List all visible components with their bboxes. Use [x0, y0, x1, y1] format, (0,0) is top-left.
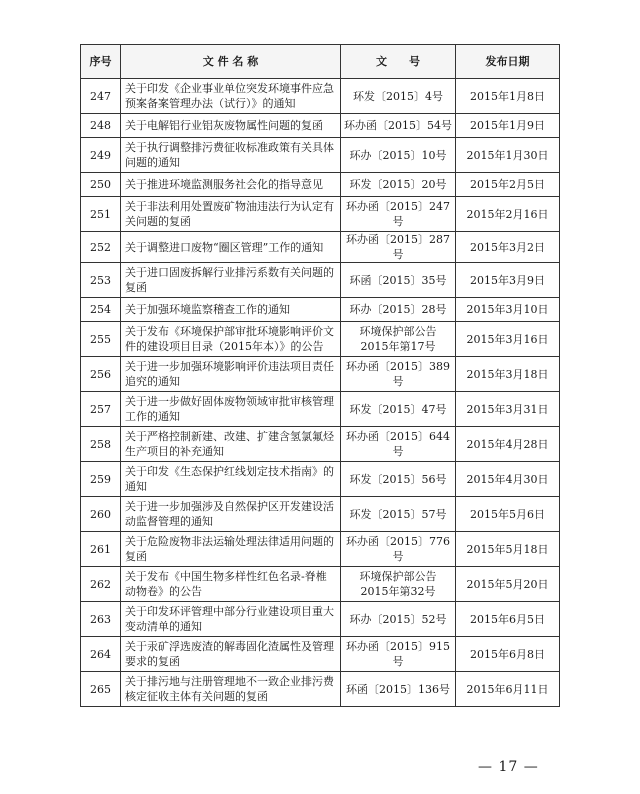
page-number: — 17 — [478, 759, 539, 775]
cell-doc-number: 环办函〔2015〕247号 [341, 197, 456, 232]
table-row [81, 357, 560, 392]
cell-title: 关于发布《环境保护部审批环境影响评价文件的建设项目目录（2015年本）》的公告 [121, 322, 341, 357]
cell-date: 2015年3月2日 [456, 232, 560, 263]
table-row [81, 532, 560, 567]
cell-serial: 252 [81, 232, 121, 263]
cell-title: 关于危险废物非法运输处理法律适用问题的复函 [121, 532, 341, 567]
table-row [81, 263, 560, 298]
cell-title: 关于加强环境监察稽查工作的通知 [121, 298, 341, 322]
cell-title: 关于进一步做好固体废物领域审批审核管理工作的通知 [121, 392, 341, 427]
cell-title: 关于印发《企业事业单位突发环境事件应急预案备案管理办法（试行）》的通知 [121, 79, 341, 114]
cell-doc-number: 环办〔2015〕28号 [341, 298, 456, 322]
cell-doc-number: 环办〔2015〕52号 [341, 602, 456, 637]
table-row [81, 427, 560, 462]
cell-serial: 247 [81, 79, 121, 114]
cell-doc-number: 环发〔2015〕47号 [341, 392, 456, 427]
cell-title: 关于进一步加强环境影响评价违法项目责任追究的通知 [121, 357, 341, 392]
cell-doc-number: 环办函〔2015〕54号 [341, 114, 456, 138]
cell-title: 关于电解铝行业铝灰废物属性问题的复函 [121, 114, 341, 138]
cell-serial: 263 [81, 602, 121, 637]
cell-serial: 250 [81, 173, 121, 197]
table-row [81, 298, 560, 322]
cell-doc-number: 环办函〔2015〕776号 [341, 532, 456, 567]
cell-title: 关于调整进口废物“圈区管理”工作的通知 [121, 232, 341, 263]
cell-title: 关于非法利用处置废矿物油违法行为认定有关问题的复函 [121, 197, 341, 232]
cell-title: 关于印发环评管理中部分行业建设项目重大变动清单的通知 [121, 602, 341, 637]
cell-serial: 257 [81, 392, 121, 427]
cell-date: 2015年3月31日 [456, 392, 560, 427]
cell-date: 2015年1月30日 [456, 138, 560, 173]
cell-title: 关于推进环境监测服务社会化的指导意见 [121, 173, 341, 197]
cell-doc-number: 环发〔2015〕56号 [341, 462, 456, 497]
table-row [81, 497, 560, 532]
cell-date: 2015年1月8日 [456, 79, 560, 114]
cell-doc-number: 环办〔2015〕10号 [341, 138, 456, 173]
cell-title: 关于严格控制新建、改建、扩建含氢氯氟烃生产项目的补充通知 [121, 427, 341, 462]
cell-serial: 260 [81, 497, 121, 532]
cell-serial: 258 [81, 427, 121, 462]
cell-date: 2015年6月8日 [456, 637, 560, 672]
cell-date: 2015年6月11日 [456, 672, 560, 707]
table-row [81, 197, 560, 232]
cell-date: 2015年5月20日 [456, 567, 560, 602]
table-row [81, 232, 560, 263]
cell-doc-number: 环境保护部公告 2015年第32号 [341, 567, 456, 602]
cell-serial: 254 [81, 298, 121, 322]
header-title: 文 件 名 称 [121, 45, 341, 79]
table-row [81, 114, 560, 138]
cell-title: 关于进口固废拆解行业排污系数有关问题的复函 [121, 263, 341, 298]
cell-date: 2015年3月18日 [456, 357, 560, 392]
cell-serial: 265 [81, 672, 121, 707]
table-row [81, 672, 560, 707]
cell-doc-number: 环办函〔2015〕644号 [341, 427, 456, 462]
cell-date: 2015年4月30日 [456, 462, 560, 497]
cell-serial: 249 [81, 138, 121, 173]
header-serial: 序号 [81, 45, 121, 79]
cell-date: 2015年1月9日 [456, 114, 560, 138]
cell-doc-number: 环函〔2015〕35号 [341, 263, 456, 298]
table-row [81, 637, 560, 672]
cell-doc-number: 环发〔2015〕57号 [341, 497, 456, 532]
table-header-row [81, 45, 560, 79]
cell-serial: 255 [81, 322, 121, 357]
cell-date: 2015年6月5日 [456, 602, 560, 637]
cell-doc-number: 环办函〔2015〕915号 [341, 637, 456, 672]
table-row [81, 173, 560, 197]
cell-title: 关于发布《中国生物多样性红色名录-脊椎动物卷》的公告 [121, 567, 341, 602]
document-table [80, 44, 560, 707]
table-row [81, 392, 560, 427]
cell-serial: 264 [81, 637, 121, 672]
cell-title: 关于排污地与注册管理地不一致企业排污费核定征收主体有关问题的复函 [121, 672, 341, 707]
cell-title: 关于执行调整排污费征收标准政策有关具体问题的通知 [121, 138, 341, 173]
header-date: 发布日期 [456, 45, 560, 79]
cell-date: 2015年2月5日 [456, 173, 560, 197]
cell-doc-number: 环发〔2015〕20号 [341, 173, 456, 197]
cell-date: 2015年3月9日 [456, 263, 560, 298]
table-row [81, 79, 560, 114]
header-doc-number: 文 号 [341, 45, 456, 79]
cell-serial: 251 [81, 197, 121, 232]
cell-serial: 256 [81, 357, 121, 392]
table-row [81, 138, 560, 173]
cell-date: 2015年4月28日 [456, 427, 560, 462]
cell-date: 2015年3月10日 [456, 298, 560, 322]
table-row [81, 602, 560, 637]
cell-doc-number: 环境保护部公告 2015年第17号 [341, 322, 456, 357]
cell-doc-number: 环函〔2015〕136号 [341, 672, 456, 707]
cell-title: 关于汞矿浮选废渣的解毒固化渣属性及管理要求的复函 [121, 637, 341, 672]
table-row [81, 462, 560, 497]
cell-date: 2015年5月18日 [456, 532, 560, 567]
cell-serial: 248 [81, 114, 121, 138]
cell-title: 关于印发《生态保护红线划定技术指南》的通知 [121, 462, 341, 497]
cell-title: 关于进一步加强涉及自然保护区开发建设活动监督管理的通知 [121, 497, 341, 532]
cell-doc-number: 环办函〔2015〕389号 [341, 357, 456, 392]
table-row [81, 567, 560, 602]
cell-doc-number: 环办函〔2015〕287号 [341, 232, 456, 263]
cell-serial: 253 [81, 263, 121, 298]
cell-serial: 262 [81, 567, 121, 602]
cell-date: 2015年3月16日 [456, 322, 560, 357]
table-row [81, 322, 560, 357]
cell-serial: 261 [81, 532, 121, 567]
cell-date: 2015年2月16日 [456, 197, 560, 232]
cell-serial: 259 [81, 462, 121, 497]
cell-date: 2015年5月6日 [456, 497, 560, 532]
cell-doc-number: 环发〔2015〕4号 [341, 79, 456, 114]
